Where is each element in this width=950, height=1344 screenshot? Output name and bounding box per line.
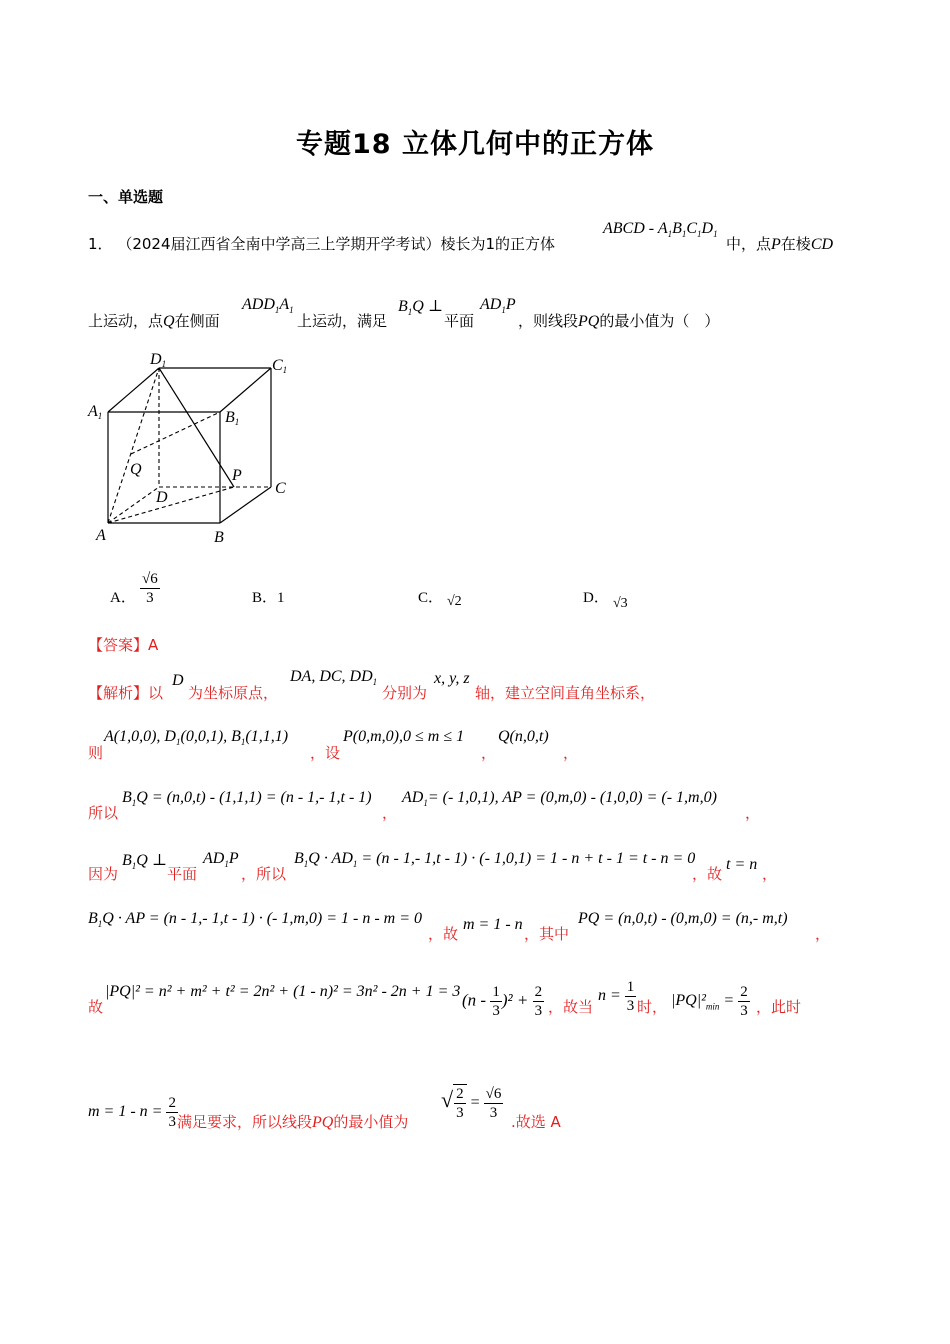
plane-word: 平面 bbox=[444, 312, 475, 330]
s6-two-num: 2 bbox=[534, 984, 543, 1000]
s5-pq: PQ = (n,0,t) - (0,m,0) = (n,- m,t) bbox=[578, 910, 788, 927]
s6-n bbox=[598, 978, 636, 1015]
s3-v2b: = (- 1,0,1), AP = (0,m,0) - (1,0,0) = (- 1,m,0) bbox=[427, 789, 717, 806]
plane-tail: P bbox=[505, 296, 516, 313]
q-mid: 中，点 bbox=[726, 235, 772, 253]
option-c-key: C． bbox=[418, 590, 444, 606]
option-c[interactable] bbox=[418, 586, 443, 607]
s7-pq: PQ bbox=[312, 1114, 334, 1131]
line-d1p bbox=[159, 368, 234, 487]
s3-vec2: $AD_1=$ (- 1,0,1), AP = (0,m,0) - (1,0,0) = (- 1,m,0) bbox=[402, 789, 717, 809]
s4-b1q-b: B bbox=[122, 852, 132, 869]
option-a[interactable] bbox=[110, 586, 136, 607]
s5-b: ，其中 bbox=[524, 925, 570, 943]
s6-min-num: 2 bbox=[740, 984, 748, 1000]
answer bbox=[88, 634, 158, 655]
plane-name-text: AD bbox=[480, 296, 502, 313]
question-line-2c bbox=[518, 310, 719, 331]
s4-b: ，所以 bbox=[241, 865, 287, 883]
solution-line-1a bbox=[88, 682, 163, 703]
page-title: 专题18 立体几何中的正方体 bbox=[296, 129, 654, 160]
s3-v1b: Q = (n,0,t) - (1,1,1) = (n - 1,- 1,t - 1) bbox=[136, 789, 372, 806]
s6-paren-open: (n - bbox=[462, 990, 491, 1010]
s6-b: ，故当 bbox=[548, 998, 594, 1016]
label-q: Q bbox=[130, 461, 142, 478]
question-line-2b: 上运动，满足 bbox=[297, 312, 388, 330]
s6-two-den: 3 bbox=[534, 1003, 543, 1019]
s5-dot: $B_1Q$ · AP = (n - 1,- 1,t - 1) · (- 1,m,0) = 1 - n - m = 0 bbox=[88, 910, 423, 930]
s6-paren-close: )² + bbox=[501, 990, 529, 1010]
label-a: A bbox=[96, 527, 106, 544]
section-heading: 一、单选题 bbox=[88, 188, 164, 206]
s4-plane-tail: P bbox=[228, 850, 239, 867]
s7-m bbox=[88, 1094, 178, 1131]
face-text: ADD bbox=[242, 296, 275, 313]
s2-comma-2: ， bbox=[563, 744, 579, 762]
s1-a: 以 bbox=[148, 684, 164, 702]
cube-d: D bbox=[701, 220, 714, 237]
line-ap-hidden bbox=[108, 487, 234, 523]
option-d[interactable] bbox=[583, 586, 609, 607]
s2-p: P(0,m,0),0 ≤ m ≤ 1 bbox=[343, 728, 465, 745]
s5-dot-b: B bbox=[88, 910, 98, 927]
edge-ad-hidden bbox=[108, 487, 159, 523]
option-d-value: √3 bbox=[613, 596, 628, 611]
s6-n-num: 1 bbox=[626, 979, 635, 995]
label-a1: A1 bbox=[88, 403, 103, 421]
s7-c: .故选 A bbox=[511, 1113, 561, 1131]
q-q: Q bbox=[163, 313, 175, 330]
line-ad1-hidden bbox=[108, 368, 159, 523]
s1-origin: D bbox=[172, 672, 184, 689]
s3-vec1: $B_1Q = (n,0,t) - (1,1,1) = (n - 1,-$ 1,t - 1) bbox=[122, 789, 372, 809]
s3-a: 所以 bbox=[88, 804, 119, 822]
b1q-tail: Q ⊥ bbox=[412, 298, 443, 315]
s4-dot-tail: Q · AD bbox=[308, 850, 353, 867]
edge-bc bbox=[220, 487, 271, 523]
option-a-den: 3 bbox=[146, 590, 154, 606]
cube-figure bbox=[86, 350, 296, 550]
s3-v1: B bbox=[122, 789, 132, 806]
s4-dot-b: B bbox=[294, 850, 304, 867]
s7-sqrt: √ $\frac{2}{3}$ bbox=[441, 1084, 467, 1122]
q-p: P bbox=[771, 236, 781, 253]
option-a-key: A． bbox=[110, 590, 136, 606]
s3-v2: AD bbox=[402, 789, 424, 806]
s4-b1q: $B_1Q$ ⊥ bbox=[122, 852, 167, 872]
option-b[interactable] bbox=[252, 586, 285, 607]
b1q-perp: $B_1Q$ ⊥ bbox=[398, 298, 443, 318]
s2-comma-1: ， bbox=[481, 744, 497, 762]
s4-dot: $B_1Q \cdot AD_1 = (n - 1,-$ 1,t - 1) · (- 1,0,1) = 1 - n + t - 1 = t - n = 0 bbox=[294, 850, 696, 870]
s6-min-text: |PQ|² bbox=[671, 992, 706, 1010]
s4-a: 因为 bbox=[88, 865, 119, 883]
edge-a1d1 bbox=[108, 368, 159, 412]
s1-xyz: x, y, z bbox=[434, 670, 470, 687]
cube-name: ABCD - $A_1B_1C_1D_1$ bbox=[603, 220, 718, 240]
label-c: C bbox=[275, 480, 286, 497]
q-pq: PQ bbox=[578, 313, 600, 330]
option-a-num: √6 bbox=[142, 571, 158, 587]
s6-min-sub: min bbox=[705, 1001, 720, 1012]
s6-min-eq: = bbox=[723, 992, 735, 1010]
q-line2e: 的最小值为（ ） bbox=[599, 312, 720, 330]
s4-t: t = n bbox=[726, 856, 758, 873]
cube-name-text: ABCD - A bbox=[603, 220, 668, 237]
s2-points: A(1,0,0), $D_1(0,0,1)$, $B_1(1,1,1)$ bbox=[104, 728, 289, 748]
s5-dot-tail: Q · AP = (n - 1,- 1,t - 1) · (- 1,m,0) = 1 - n - m = 0 bbox=[102, 910, 423, 927]
option-c-value: √2 bbox=[447, 594, 462, 609]
s7-eq: = bbox=[470, 1094, 480, 1112]
q-line2b: 在侧面 bbox=[174, 312, 220, 330]
question-source: （2024届江西省全南中学高三上学期开学考试）棱长为1的正方体 bbox=[117, 235, 556, 253]
label-b1: B1 bbox=[225, 409, 240, 427]
face-tail: A bbox=[279, 296, 290, 313]
s6-n-den: 3 bbox=[626, 998, 635, 1014]
answer-label: 【答案】 bbox=[88, 636, 149, 654]
q-line2d: ，则线段 bbox=[518, 312, 579, 330]
b1q-b: B bbox=[398, 298, 408, 315]
s1-axes: DA, DC, $DD_1$ bbox=[290, 668, 378, 688]
s2-pts3: (1,1,1) bbox=[245, 728, 289, 745]
s6-paren bbox=[462, 983, 544, 1020]
solution-label: 【解析】 bbox=[88, 684, 149, 702]
s3-comma-1: ， bbox=[382, 804, 398, 822]
s2-a: 则 bbox=[88, 744, 104, 762]
s2-q: Q(n,0,t) bbox=[498, 728, 549, 745]
s7-a-text: 满足要求，所以线段 bbox=[177, 1113, 313, 1131]
label-d: D bbox=[156, 489, 168, 506]
answer-value: A bbox=[148, 636, 159, 654]
question-line-1 bbox=[88, 233, 555, 254]
question-line-1-tail bbox=[726, 233, 833, 254]
edge-b1c1 bbox=[220, 368, 271, 412]
face-name: $ADD_1A_1$ bbox=[242, 296, 294, 316]
s1-c: 分别为 bbox=[382, 684, 428, 702]
s6-min bbox=[671, 983, 750, 1020]
s1-b: 为坐标原点， bbox=[188, 684, 279, 702]
s7-sq-den: 3 bbox=[456, 1105, 464, 1121]
label-d1: D1 bbox=[150, 351, 167, 369]
s7-b-text: 的最小值为 bbox=[333, 1113, 409, 1131]
s2-pts: A(1,0,0), D bbox=[104, 728, 176, 745]
s4-dot-eq: = (n - 1,- 1,t - 1) · (- 1,0,1) = 1 - n + t - 1 = t - n = 0 bbox=[361, 850, 696, 867]
s6-third-den: 3 bbox=[492, 1003, 500, 1019]
s7-num: 2 bbox=[168, 1095, 176, 1111]
q-cd: CD bbox=[810, 236, 834, 253]
s4-plane-name: $AD_1P$ bbox=[203, 850, 239, 870]
s4-plane-name-text: AD bbox=[203, 850, 225, 867]
cube-b: B bbox=[672, 220, 682, 237]
s6-eq: |PQ|² = n² + m² + t² = 2n² + (1 - n)² = 3n² - 2n + 1 = 3 bbox=[105, 983, 461, 1000]
s2-b: ，设 bbox=[310, 744, 341, 762]
option-b-value: 1 bbox=[277, 590, 285, 606]
s5-m: m = 1 - n bbox=[463, 916, 523, 933]
s4-comma: ， bbox=[762, 865, 778, 883]
s6-min-den: 3 bbox=[740, 1003, 748, 1019]
s7-sq-num: 2 bbox=[456, 1086, 464, 1102]
s7-m-text: m = 1 - n = bbox=[88, 1103, 163, 1121]
option-b-key: B． bbox=[252, 590, 278, 606]
question-line-2a bbox=[88, 310, 220, 331]
s7-result bbox=[441, 1084, 503, 1122]
s2-pts2: (0,0,1), B bbox=[180, 728, 241, 745]
s5-comma: ， bbox=[815, 925, 831, 943]
s5-a: ，故 bbox=[428, 925, 459, 943]
s6-n-text: n = bbox=[598, 987, 621, 1005]
plane-name: $AD_1P$ bbox=[480, 296, 516, 316]
label-p: P bbox=[232, 467, 242, 484]
option-d-key: D． bbox=[583, 590, 609, 606]
line-qb1-hidden bbox=[131, 412, 220, 454]
s4-c: ，故 bbox=[692, 865, 723, 883]
option-a-value bbox=[140, 570, 160, 607]
label-c1: C1 bbox=[272, 357, 288, 375]
label-b: B bbox=[214, 529, 224, 546]
s1-axes-text: DA, DC, DD bbox=[290, 668, 373, 685]
question-number: 1． bbox=[88, 235, 113, 253]
q-on-edge: 在棱 bbox=[780, 235, 811, 253]
q-line2a: 上运动，点 bbox=[88, 312, 164, 330]
s6-third-num: 1 bbox=[492, 984, 500, 1000]
s1-d: 轴，建立空间直角坐标系， bbox=[475, 684, 656, 702]
cube-c: C bbox=[686, 220, 698, 237]
s6-a: 故 bbox=[88, 998, 104, 1016]
s6-c: 时， bbox=[637, 998, 668, 1016]
s7-r-num: √6 bbox=[485, 1086, 502, 1102]
s7-a bbox=[177, 1111, 408, 1132]
s4-b1q-tail: Q ⊥ bbox=[136, 852, 167, 869]
s7-r-den: 3 bbox=[489, 1105, 498, 1121]
s3-comma-2: ， bbox=[745, 804, 761, 822]
s6-d: ，此时 bbox=[756, 998, 802, 1016]
s4-plane: 平面 bbox=[167, 865, 198, 883]
s7-den: 3 bbox=[168, 1114, 176, 1130]
